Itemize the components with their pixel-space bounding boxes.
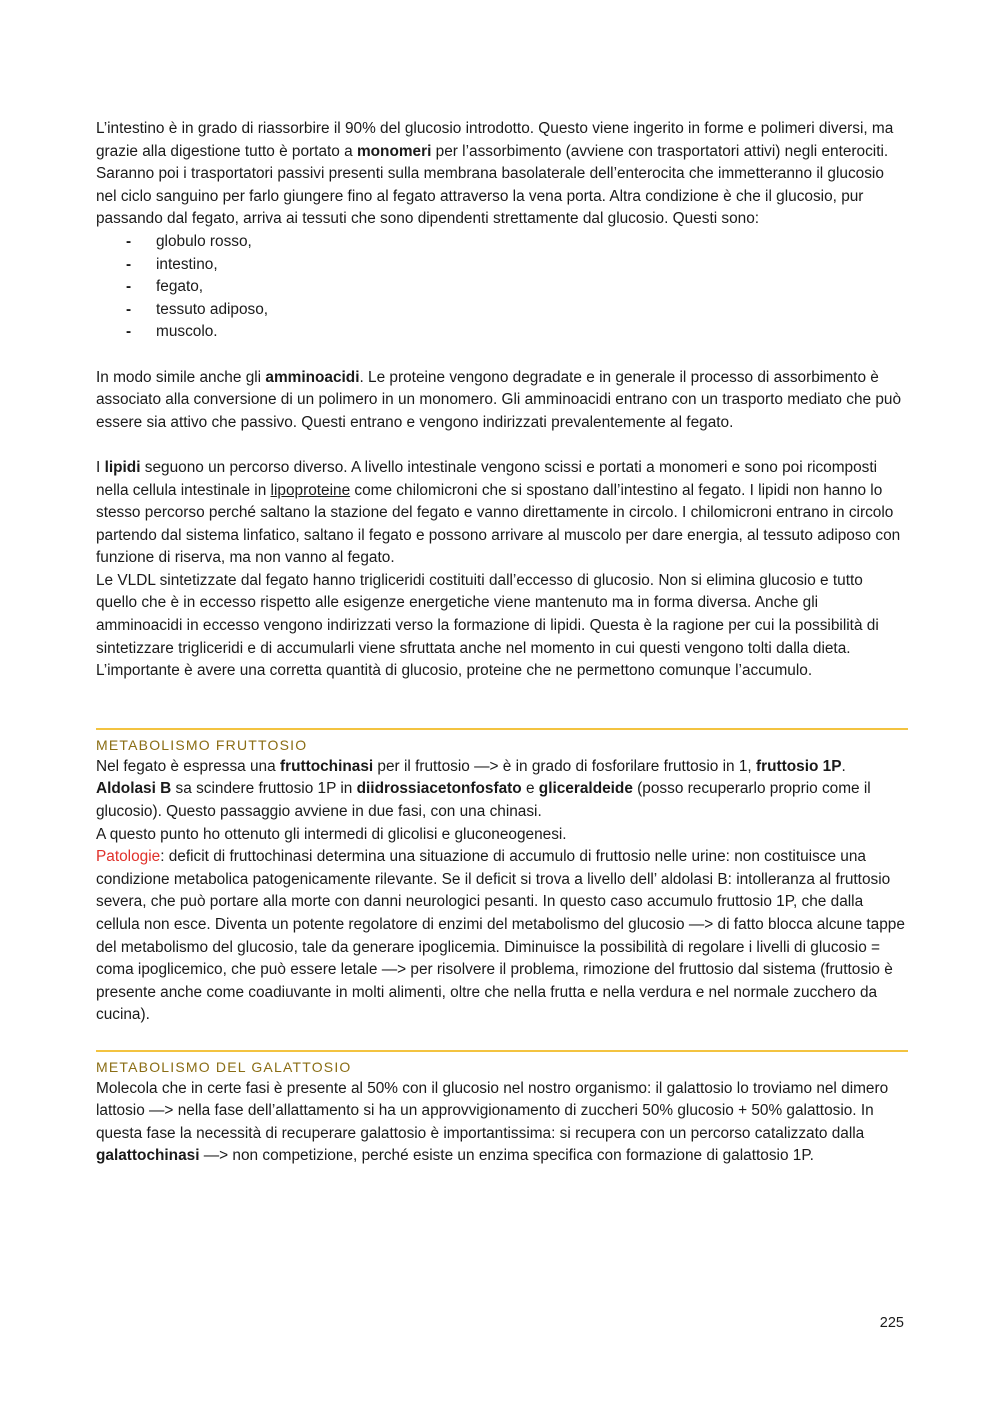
text-span: : deficit di fruttochinasi determina una situazione di accumulo di fruttosio nelle urine: non costituisce una condizione metabolica patogenicamente rilevante. Se il deficit si trova a livello dell’ aldolasi B: intolleranza al fruttosio severa, che può portare alla morte con danni neurologici pesanti. In questo caso accumulo fruttosio 1P, che dalla cellula non esce. Diventa un potente regolatore di enzimi del metabolismo del glucosio —> di fatto blocca alcune tappe del metabolismo del glucosio, tale da generare ipoglicemia. Diminuisce la possibilità di regolare i livelli di glucosio = coma ipoglicemico, che può essere letale —> per risolvere il problema, rimozione del fruttosio dal sistema (fruttosio è presente anche come coadiuvante in molti alimenti, oltre che nella frutta e nella verdura e nel normale zucchero da cucina). (96, 848, 905, 1024)
bold-term: amminoacidi (265, 368, 360, 386)
section-heading-fructose: METABOLISMO FRUTTOSIO (96, 728, 908, 756)
text-span: come chilomicroni che si spostano dall’intestino al fegato. I lipidi non hanno lo stesso percorso perché saltano la stazione del fegato e vanno direttamente in circolo. I chilomicroni entrano in circolo partendo dal sistema linfatico, saltano il fegato e possono arrivare al muscolo per dare energia, al tessuto adiposo con funzione di riserva, ma non vanno al fegato. (96, 481, 901, 567)
bold-term: monomeri (356, 142, 432, 160)
text-span: L’intestino è in grado di riassorbire il 90% del glucosio introdotto. Questo viene ingerito in forme e polimeri diversi, ma grazie alla digestione tutto è portato a (96, 120, 894, 160)
intro-paragraph (96, 118, 908, 231)
bold-term: galattochinasi (96, 1147, 200, 1165)
fructose-line-1 (96, 756, 908, 779)
text-span: Nel fegato è espressa una (96, 757, 280, 775)
list-item: - fegato, (96, 276, 908, 299)
amino-acids-paragraph (96, 367, 908, 435)
text-span: e (521, 780, 539, 798)
text-span: . Le proteine vengono degradate e in generale il processo di assorbimento è associato alla conversione di un polimero in un monomero. Gli amminoacidi entrano con un trasporto mediato che può essere sia attivo che passivo. Questi entrano e vengono indirizzati prevalentemente al fegato. (96, 368, 902, 431)
text-span: (posso recuperarlo proprio come il glucosio). Questo passaggio avviene in due fasi, con una chinasi. (96, 780, 871, 821)
bold-term: fruttosio 1P (755, 757, 842, 775)
galactose-paragraph (96, 1078, 908, 1168)
list-item: - muscolo. (96, 321, 908, 344)
vldl-paragraph: Le VLDL sintetizzate dal fegato hanno trigliceridi costituiti dall’eccesso di glucosio. Non si elimina glucosio e tutto quello che è in eccesso rispetto alle esigenze energetiche viene mantenuto ma in forma diversa. Anche gli amminoacidi in eccesso vengono indirizzati verso la formazione di lipidi. Questa è la ragione per cui la possibilità di sintetizzare trigliceridi e di accumularli viene sfruttata anche nel momento in cui questi vengono tolti dalla dieta. L’importante è avere una corretta quantità di glucosio, proteine che ne permettono comunque l’accumulo. (96, 571, 879, 680)
list-item: - tessuto adiposo, (96, 299, 908, 322)
text-span: I (96, 458, 105, 476)
page-number: 225 (879, 1315, 904, 1331)
lipids-paragraph (96, 457, 908, 570)
fructose-pathology (96, 846, 908, 1027)
page-content (96, 118, 908, 1168)
bold-term: Aldolasi B (96, 780, 172, 798)
text-span: sa scindere fruttosio 1P in (171, 780, 357, 798)
underlined-term: lipoproteine (270, 481, 351, 499)
fructose-line-2 (96, 778, 908, 823)
list-item: - intestino, (96, 254, 908, 277)
bold-term: diidrossiacetonfosfato (356, 780, 522, 798)
section-heading-galactose: METABOLISMO DEL GALATTOSIO (96, 1050, 908, 1078)
tissue-list (96, 231, 908, 344)
text-span: —> non competizione, perché esiste un enzima specifica con formazione di galattosio 1P. (199, 1147, 814, 1165)
text-span: . (841, 757, 846, 775)
text-span: per l’assorbimento (avviene con trasportatori attivi) negli enterociti. Saranno poi i trasportatori passivi presenti sulla membrana basolaterale dell’enterocita che immetteranno il glucosio nel ciclo sanguino per farlo giungere fino al fegato attraverso la vena porta. Altra condizione è che il glucosio, pur passando dal fegato, arriva ai tessuti che sono dipendenti strettamente dal glucosio. Questi sono: (96, 142, 889, 228)
bold-term: lipidi (104, 458, 141, 476)
text-span: Molecola che in certe fasi è presente al 50% con il glucosio nel nostro organismo: il galattosio lo troviamo nel dimero lattosio —> nella fase dell’allattamento si ha un approvvigionamento di zuccheri 50% glucosio + 50% galattosio. In questa fase la necessità di recuperare galattosio è importantissima: si recupera con un percorso catalizzato dalla (96, 1079, 889, 1142)
text-span: seguono un percorso diverso. A livello intestinale vengono scissi e portati a monomeri e sono poi ricomposti nella cellula intestinale in (96, 458, 878, 499)
text-span: per il fruttosio —> è in grado di fosforilare fruttosio in 1, (373, 757, 756, 775)
list-item: - globulo rosso, (96, 231, 908, 254)
bold-term: fruttochinasi (279, 757, 374, 775)
text-span: In modo simile anche gli (96, 368, 266, 386)
pathology-label: Patologie (96, 848, 161, 866)
bold-term: gliceraldeide (538, 780, 633, 798)
fructose-line-3: A questo punto ho ottenuto gli intermedi di glicolisi e gluconeogenesi. (96, 825, 567, 843)
